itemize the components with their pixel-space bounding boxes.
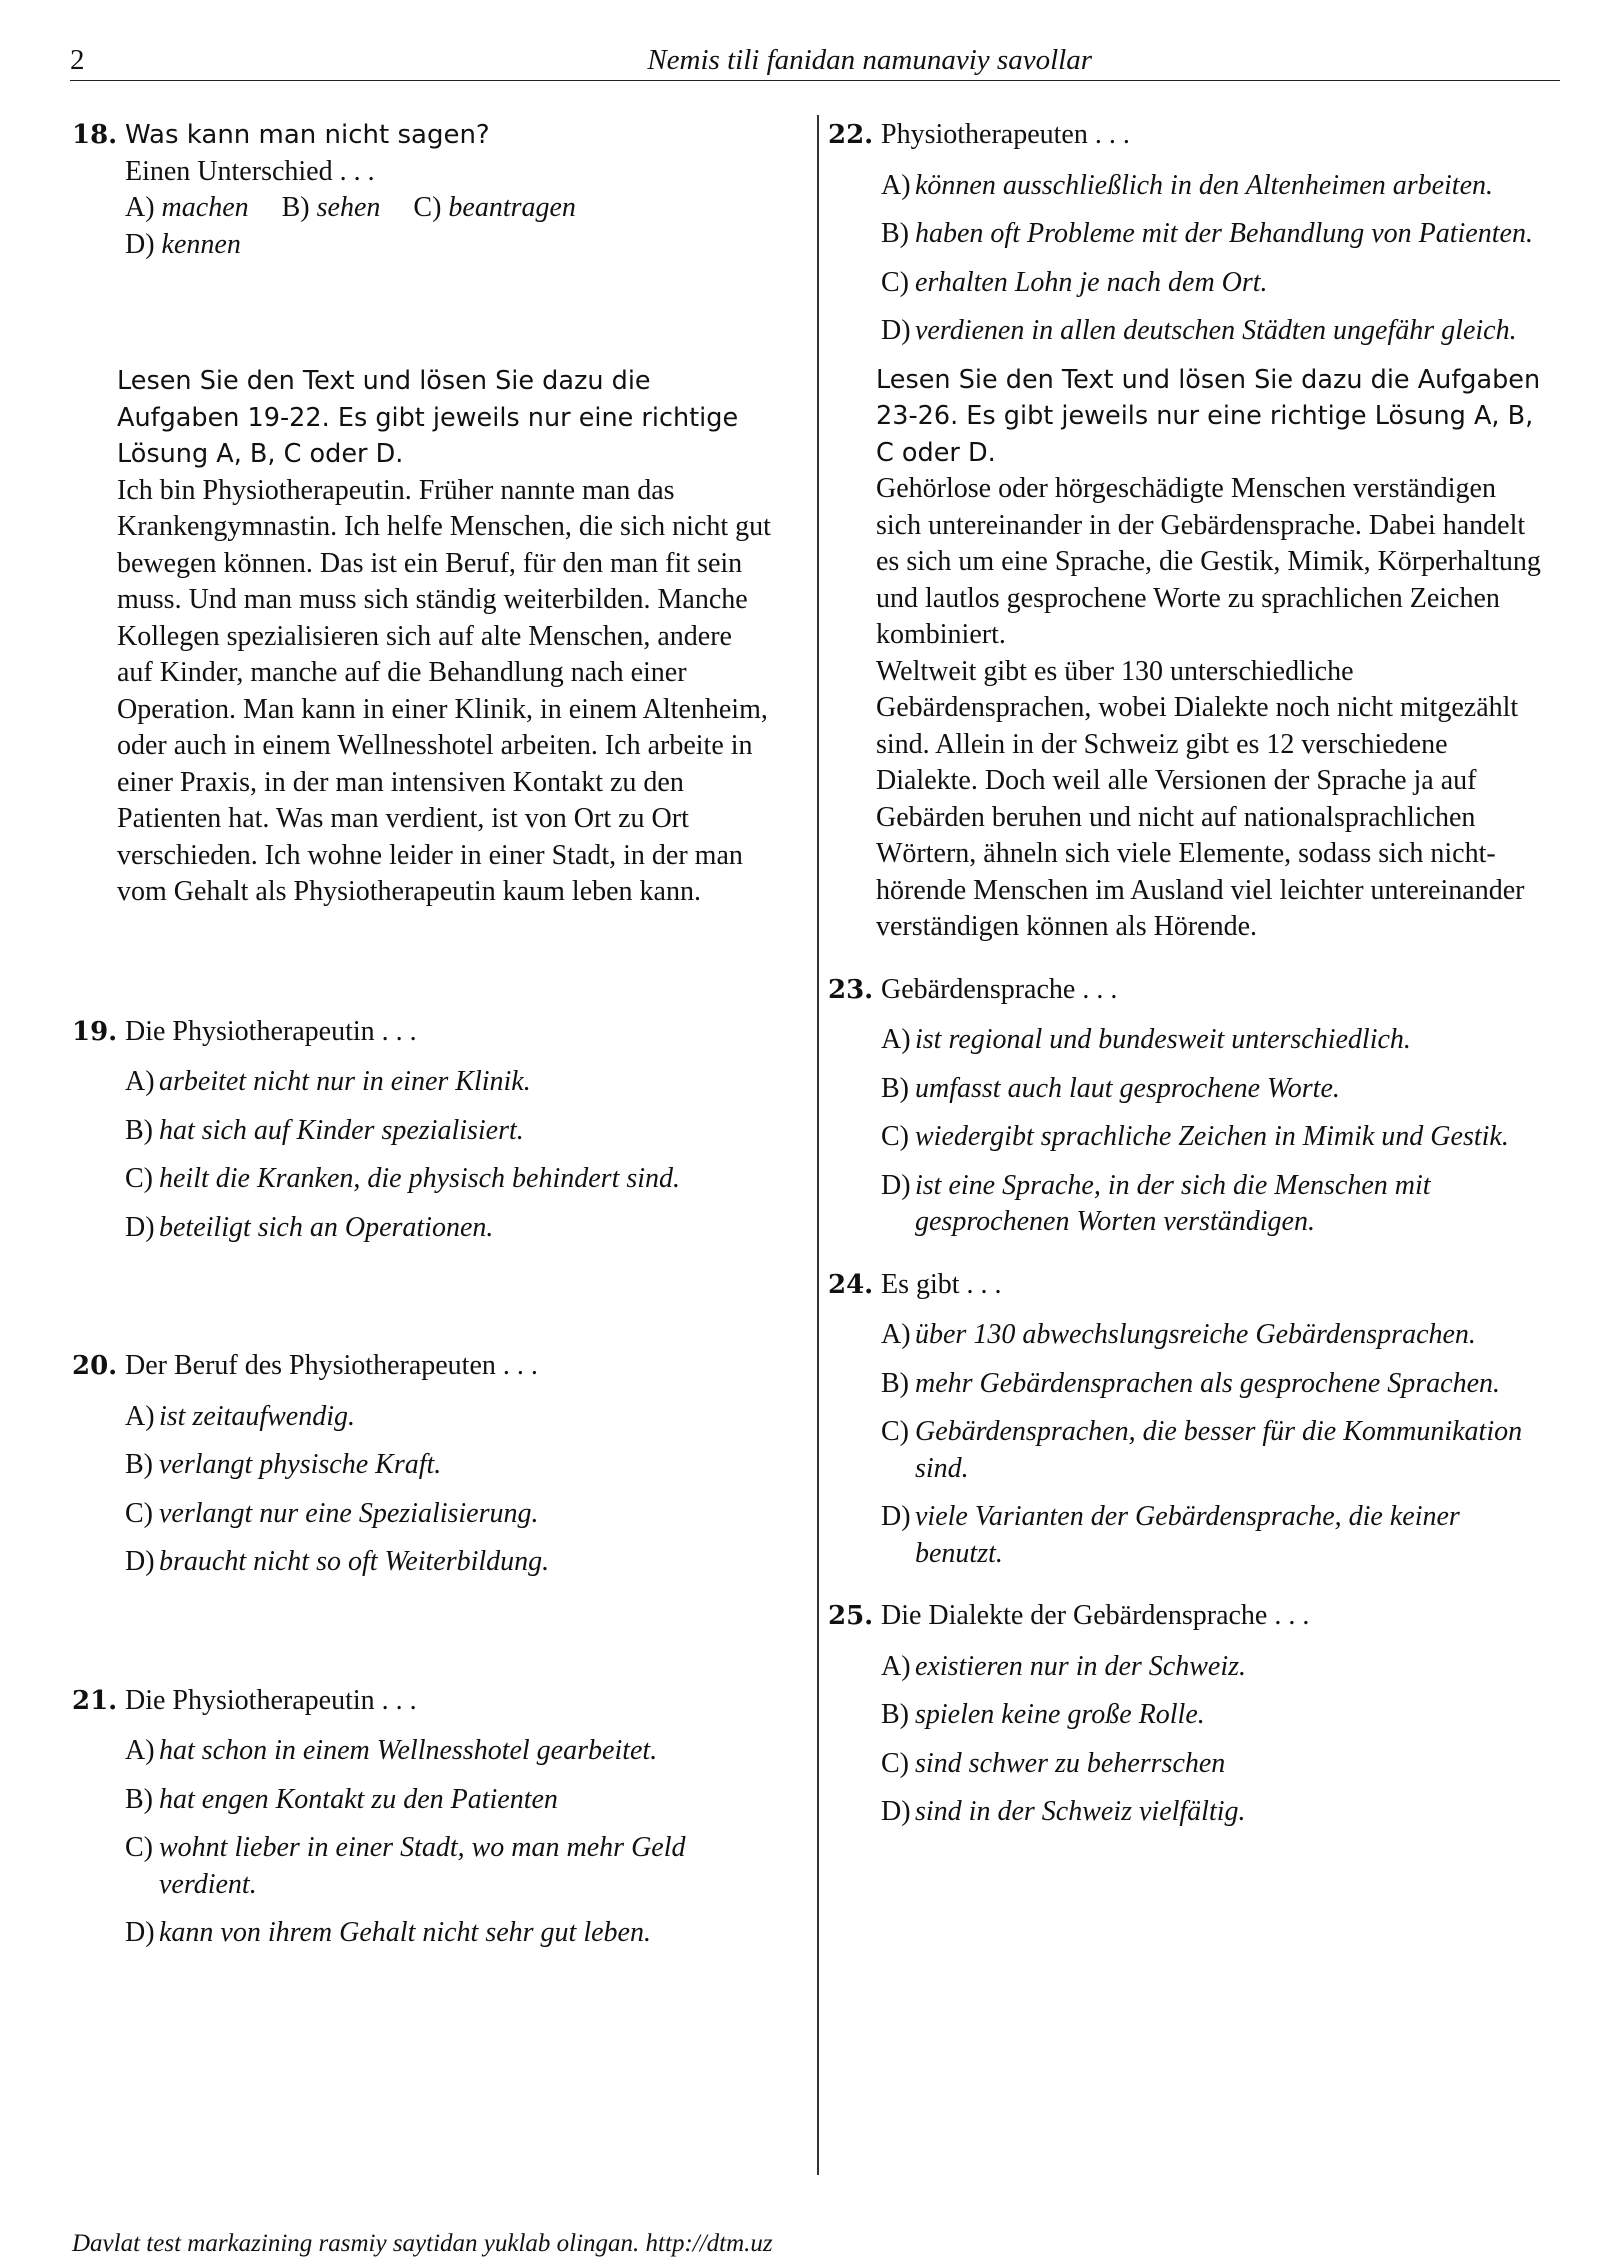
option-list bbox=[72, 190, 772, 263]
question-number: 24. bbox=[828, 1269, 874, 1300]
option-text: sehen bbox=[316, 192, 381, 223]
option-label: C) bbox=[413, 192, 442, 223]
option-label: A) bbox=[125, 192, 155, 223]
option-b[interactable]: B) hat engen Kontakt zu den Patienten bbox=[125, 1783, 558, 1815]
question-23 bbox=[828, 972, 1548, 1241]
option-d[interactable]: D) kann von ihrem Gehalt nicht sehr gut leben. bbox=[125, 1917, 651, 1948]
question-number: 20. bbox=[72, 1351, 118, 1381]
instruction: Lesen Sie den Text und lösen Sie dazu die Aufgaben 19-22. Es gibt jeweils nur eine richtige Lösung A, B, C oder D. bbox=[117, 366, 739, 469]
option-c[interactable]: C) sind schwer zu beherrschen bbox=[881, 1747, 1226, 1779]
page-header bbox=[70, 40, 1560, 81]
passage-paragraph-2: Weltweit gibt es über 130 unterschiedliche Gebärdensprachen, wobei Dialekte noch nicht mitgezählt sind. Allein in der Schweiz gibt es 12 verschiedene Dialekte. Doch weil alle Versionen der Sprache ja auf Gebärden beruhen und nicht auf nationalsprachlichen Wörtern, ähneln sich viele Elemente, sodass sich nicht-hörende Menschen im Ausland viel leichter untereinander verständigen können als Hörende. bbox=[876, 655, 1525, 942]
question-text: Es gibt . . . bbox=[881, 1268, 1002, 1300]
question-text: Die Physiotherapeutin . . . bbox=[125, 1684, 417, 1716]
option-c[interactable]: C) verlangt nur eine Spezialisierung. bbox=[125, 1497, 539, 1529]
option-d[interactable]: D) beteiligt sich an Operationen. bbox=[125, 1211, 494, 1243]
question-text: Physiotherapeuten . . . bbox=[881, 119, 1130, 150]
option-a[interactable]: A) hat schon in einem Wellnesshotel gearbeitet. bbox=[125, 1735, 658, 1766]
question-number: 22. bbox=[828, 120, 874, 150]
option-d[interactable]: D) ist eine Sprache, in der sich die Menschen mit gesprochenen Worten verständigen. bbox=[881, 1169, 1431, 1237]
option-a[interactable]: A) arbeitet nicht nur in einer Klinik. bbox=[125, 1066, 531, 1097]
question-text: Was kann man nicht sagen? bbox=[125, 120, 490, 150]
option-c[interactable]: C) heilt die Kranken, die physisch behindert sind. bbox=[125, 1163, 681, 1194]
question-number: 25. bbox=[828, 1601, 874, 1631]
option-b[interactable]: B) spielen keine große Rolle. bbox=[881, 1699, 1205, 1730]
question-text: Gebärdensprache . . . bbox=[881, 973, 1118, 1005]
page-title: Nemis tili fanidan namunaviy savollar bbox=[647, 44, 1092, 76]
option-d[interactable]: D) braucht nicht so oft Weiterbildung. bbox=[125, 1546, 550, 1577]
question-25 bbox=[828, 1598, 1548, 1831]
option-d[interactable]: D) sind in der Schweiz vielfältig. bbox=[881, 1796, 1246, 1827]
question-number: 21. bbox=[72, 1685, 118, 1716]
reading-text-1 bbox=[72, 363, 772, 911]
option-b[interactable]: B) umfasst auch laut gesprochene Worte. bbox=[881, 1072, 1340, 1104]
question-21 bbox=[72, 1683, 772, 1952]
option-d[interactable]: D) viele Varianten der Gebärdensprache, die keiner benutzt. bbox=[881, 1501, 1460, 1569]
option-c[interactable]: C) erhalten Lohn je nach dem Ort. bbox=[881, 266, 1268, 298]
question-stem: Einen Unterschied . . . bbox=[125, 155, 375, 187]
option-text: beantragen bbox=[448, 192, 576, 223]
question-24 bbox=[828, 1267, 1548, 1573]
option-b[interactable]: B) mehr Gebärdensprachen als gesprochene Sprachen. bbox=[881, 1367, 1501, 1399]
instruction: Lesen Sie den Text und lösen Sie dazu die Aufgaben 23-26. Es gibt jeweils nur eine richtige Lösung A, B, C oder D. bbox=[876, 364, 1541, 468]
question-20 bbox=[72, 1348, 772, 1581]
question-18 bbox=[72, 117, 772, 263]
question-text: Der Beruf des Physiotherapeuten . . . bbox=[125, 1350, 538, 1381]
footer-source: Davlat test markazining rasmiy saytidan yuklab olingan. http://dtm.uz bbox=[72, 2230, 773, 2257]
option-a[interactable]: A) existieren nur in der Schweiz. bbox=[881, 1650, 1247, 1682]
option-c[interactable]: C) wiedergibt sprachliche Zeichen in Mimik und Gestik. bbox=[881, 1121, 1509, 1152]
question-19 bbox=[72, 1014, 772, 1247]
option-a[interactable]: A) ist zeitaufwendig. bbox=[125, 1400, 355, 1432]
question-22 bbox=[828, 117, 1548, 350]
left-column bbox=[72, 117, 772, 1964]
question-text: Die Physiotherapeutin . . . bbox=[125, 1015, 417, 1047]
reading-text-2 bbox=[828, 362, 1548, 946]
question-text: Die Dialekte der Gebärdensprache . . . bbox=[881, 1600, 1310, 1631]
question-number: 18. bbox=[72, 120, 118, 150]
option-label: B) bbox=[281, 192, 310, 223]
question-number: 19. bbox=[72, 1016, 118, 1047]
page-number: 2 bbox=[70, 44, 85, 76]
column-divider bbox=[817, 115, 819, 2175]
option-a[interactable]: A) können ausschließlich in den Altenheimen arbeiten. bbox=[881, 169, 1494, 201]
question-number: 23. bbox=[828, 974, 874, 1005]
option-c[interactable]: C) Gebärdensprachen, die besser für die Kommunikation sind. bbox=[881, 1416, 1523, 1484]
option-b[interactable]: B) hat sich auf Kinder spezialisiert. bbox=[125, 1114, 524, 1146]
right-column bbox=[828, 117, 1548, 1843]
option-text: kennen bbox=[161, 228, 241, 260]
option-b[interactable]: B) haben oft Probleme mit der Behandlung von Patienten. bbox=[881, 218, 1533, 249]
passage-paragraph-1: Gehörlose oder hörgeschädigte Menschen verständigen sich untereinander in der Gebärdensprache. Dabei handelt es sich um eine Sprache, die Gestik, Mimik, Körperhaltung und lautlos gesprochene Worte zu sprachlichen Zeichen kombiniert. bbox=[876, 473, 1541, 650]
option-text: machen bbox=[161, 192, 249, 223]
option-b[interactable]: B) verlangt physische Kraft. bbox=[125, 1449, 442, 1480]
option-c[interactable]: C) wohnt lieber in einer Stadt, wo man mehr Geld verdient. bbox=[125, 1832, 686, 1900]
option-label: D) bbox=[125, 228, 155, 260]
passage: Ich bin Physiotherapeutin. Früher nannte man das Krankengymnastin. Ich helfe Menschen, die sich nicht gut bewegen können. Das ist ein Beruf, für den man fit sein muss. Und man muss sich ständig weiterbilden. Manche Kollegen spezialisieren sich auf alte Menschen, andere auf Kinder, manche auf die Behandlung nach einer Operation. Man kann in einer Klinik, in einem Altenheim, oder auch in einem Wellnesshotel arbeiten. Ich arbeite in einer Praxis, in der man intensiven Kontakt zu den Patienten hat. Was man verdient, ist von Ort zu Ort verschieden. Ich wohne leider in einer Stadt, in der man vom Gehalt als Physiotherapeutin kaum leben kann. bbox=[117, 474, 771, 907]
option-d[interactable]: D) verdienen in allen deutschen Städten ungefähr gleich. bbox=[881, 315, 1517, 346]
option-a[interactable]: A) über 130 abwechslungsreiche Gebärdensprachen. bbox=[881, 1319, 1476, 1350]
option-a[interactable]: A) ist regional und bundesweit unterschiedlich. bbox=[881, 1024, 1411, 1055]
